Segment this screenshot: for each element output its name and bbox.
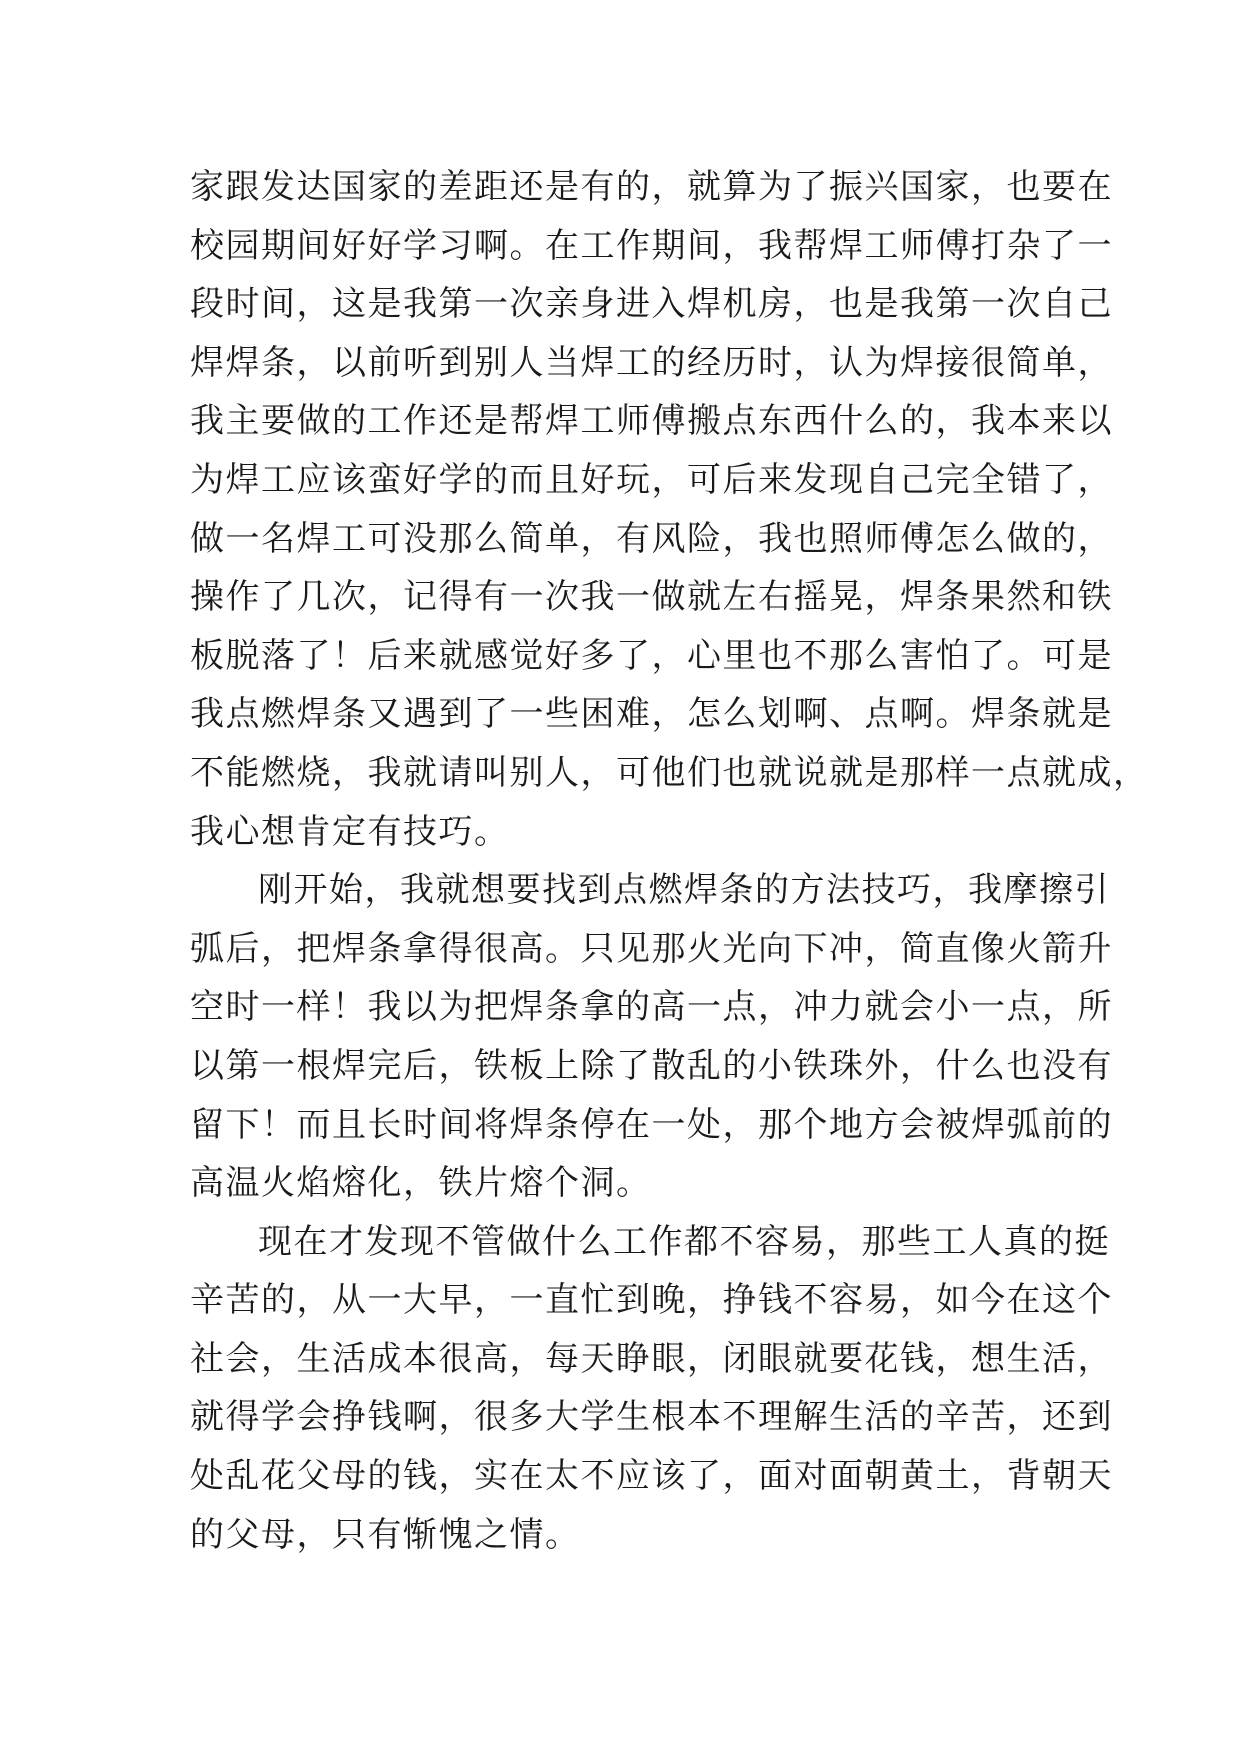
- text-line: 焊焊条，以前听到别人当焊工的经历时，认为焊接很简单，: [190, 342, 1113, 383]
- text-line: 为焊工应该蛮好学的而且好玩，可后来发现自己完全错了，: [190, 459, 1113, 500]
- text-line: 操作了几次，记得有一次我一做就左右摇晃，焊条果然和铁: [190, 577, 1113, 618]
- text-line: 不能燃烧，我就请叫别人，可他们也就说就是那样一点就成，: [190, 752, 1149, 793]
- text-line: 留下！而且长时间将焊条停在一处，那个地方会被焊弧前的: [190, 1104, 1113, 1145]
- text-line: 处乱花父母的钱，实在太不应该了，面对面朝黄土，背朝天: [190, 1456, 1113, 1497]
- text-line: 做一名焊工可没那么简单，有风险，我也照师傅怎么做的，: [190, 518, 1113, 559]
- body-text: [190, 158, 1149, 1564]
- paragraph-start-line: 刚开始，我就想要找到点燃焊条的方法技巧，我摩擦引: [258, 870, 1110, 911]
- text-line: 校园期间好好学习啊。在工作期间，我帮焊工师傅打杂了一: [190, 225, 1113, 266]
- text-line: 高温火焰熔化，铁片熔个洞。: [190, 1163, 652, 1204]
- text-line: 家跟发达国家的差距还是有的，就算为了振兴国家，也要在: [190, 167, 1113, 207]
- text-line: 我心想肯定有技巧。: [190, 811, 510, 852]
- text-line: 我主要做的工作还是帮焊工师傅搬点东西什么的，我本来以: [190, 401, 1113, 442]
- text-line: 段时间，这是我第一次亲身进入焊机房，也是我第一次自己: [190, 284, 1113, 325]
- text-line: 以第一根焊完后，铁板上除了散乱的小铁珠外，什么也没有: [190, 1045, 1113, 1086]
- text-line: 就得学会挣钱啊，很多大学生根本不理解生活的辛苦，还到: [190, 1397, 1113, 1438]
- text-line: 社会，生活成本很高，每天睁眼，闭眼就要花钱，想生活，: [190, 1338, 1113, 1379]
- text-line: 弧后，把焊条拿得很高。只见那火光向下冲，简直像火箭升: [190, 928, 1113, 969]
- paragraph-start-line: 现在才发现不管做什么工作都不容易，那些工人真的挺: [258, 1221, 1110, 1262]
- text-line: 辛苦的，从一大早，一直忙到晚，挣钱不容易，如今在这个: [190, 1280, 1113, 1321]
- text-line: 我点燃焊条又遇到了一些困难，怎么划啊、点啊。焊条就是: [190, 694, 1113, 735]
- text-line: 板脱落了！后来就感觉好多了，心里也不那么害怕了。可是: [190, 635, 1113, 676]
- text-line: 的父母，只有惭愧之情。: [190, 1514, 581, 1555]
- text-line: 空时一样！我以为把焊条拿的高一点，冲力就会小一点，所: [190, 987, 1113, 1028]
